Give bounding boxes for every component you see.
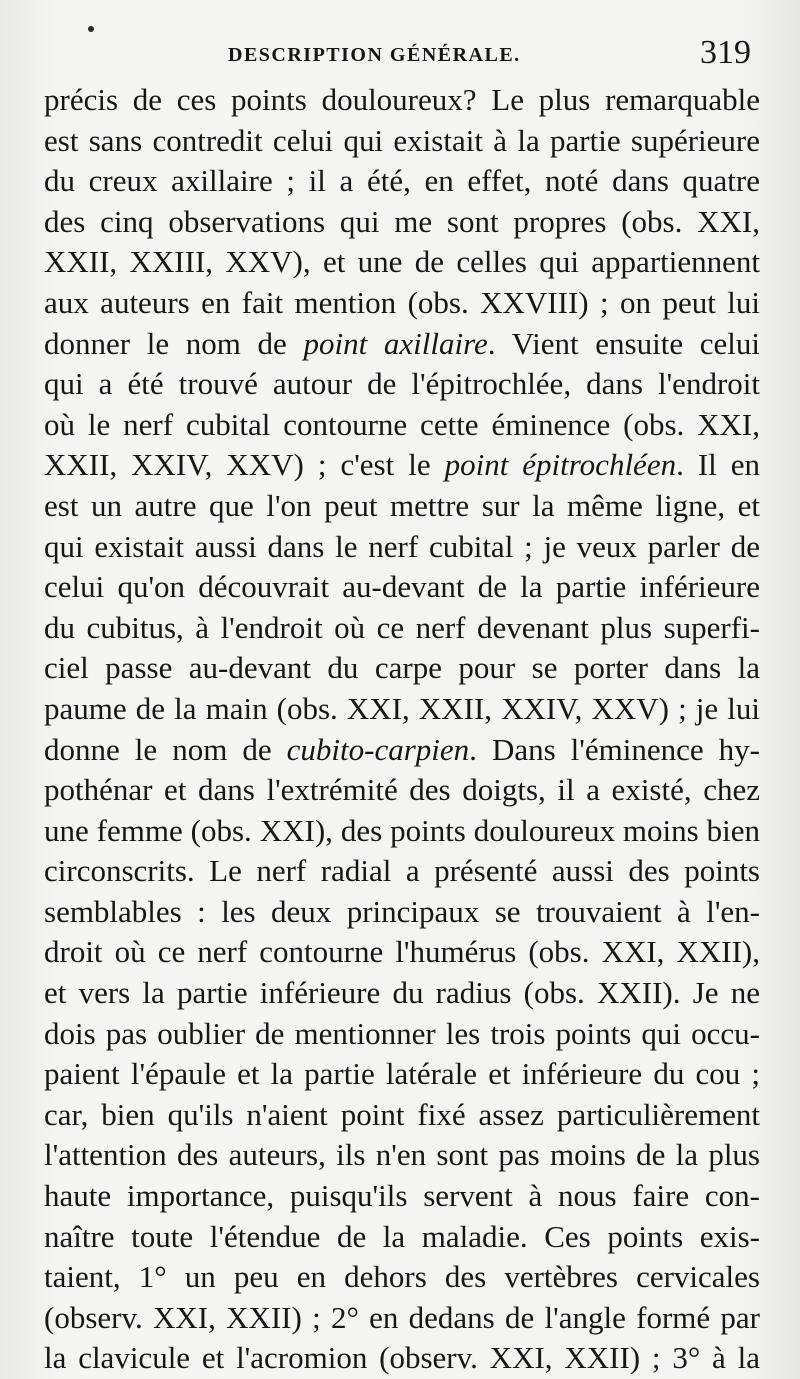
- text-line: [44, 527, 760, 568]
- text-line: [44, 567, 760, 608]
- text-line: [44, 445, 760, 486]
- running-head: DESCRIPTION GÉNÉRALE.: [228, 44, 521, 66]
- text-segment: est sans contredit celui qui existait à la partie supérieure: [44, 122, 760, 158]
- text-segment: naître toute l'étendue de la maladie. Ces points exis-: [44, 1218, 760, 1254]
- text-segment: précis de ces points douloureux? Le plus remarquable: [44, 82, 760, 117]
- text-segment: l'attention des auteurs, ils n'en sont pas moins de la plus: [44, 1137, 760, 1173]
- text-segment: des cinq observations qui me sont propres (obs. XXI,: [44, 203, 760, 239]
- body-text: [44, 80, 760, 1379]
- text-line: [44, 161, 760, 202]
- text-line: [44, 648, 760, 689]
- text-line: [44, 730, 760, 771]
- text-segment: . Dans l'éminence hy-: [469, 731, 760, 767]
- text-segment: taient, 1° un peu en dehors des vertèbres cervicales: [44, 1259, 760, 1295]
- text-segment: droit où ce nerf contourne l'humérus (obs. XXI, XXII),: [44, 934, 760, 970]
- text-line: [44, 892, 760, 933]
- text-segment: (observ. XXI, XXII) ; 2° en dedans de l'angle formé par: [44, 1299, 760, 1335]
- text-segment: car, bien qu'ils n'aient point fixé assez particulièrement: [44, 1096, 760, 1132]
- text-segment: . Il en: [676, 447, 760, 483]
- text-line: [44, 405, 760, 446]
- text-line: [44, 80, 760, 121]
- ink-dot: [88, 26, 94, 32]
- text-line: [44, 1095, 760, 1136]
- text-line: [44, 1135, 760, 1176]
- text-line: [44, 121, 760, 162]
- text-line: [44, 1176, 760, 1217]
- text-segment: . Vient ensuite celui: [487, 325, 760, 361]
- text-line: [44, 324, 760, 365]
- text-line: [44, 1014, 760, 1055]
- text-line: [44, 283, 760, 324]
- text-line: [44, 811, 760, 852]
- page-number: 319: [700, 34, 751, 71]
- text-line: [44, 1217, 760, 1258]
- italic-term: point axillaire: [303, 325, 488, 361]
- text-segment: circonscrits. Le nerf radial a présenté aussi des points: [44, 853, 760, 889]
- text-segment: donne le nom de: [44, 731, 287, 767]
- text-segment: est un autre que l'on peut mettre sur la même ligne, et: [44, 487, 760, 523]
- text-segment: XXII, XXIII, XXV), et une de celles qui appartiennent: [44, 244, 760, 280]
- text-segment: où le nerf cubital contourne cette éminence (obs. XXI,: [44, 406, 760, 442]
- text-segment: la clavicule et l'acromion (observ. XXI, XXII) ; 3° à la: [44, 1340, 760, 1376]
- text-line: [44, 364, 760, 405]
- text-line: [44, 932, 760, 973]
- text-line: [44, 770, 760, 811]
- text-segment: celui qu'on découvrait au-devant de la partie inférieure: [44, 569, 760, 605]
- text-segment: semblables : les deux principaux se trouvaient à l'en-: [44, 893, 760, 929]
- italic-term: point épitrochléen: [444, 447, 677, 483]
- text-segment: qui existait aussi dans le nerf cubital ; je veux parler de: [44, 528, 760, 564]
- italic-term: cubito-carpien: [286, 731, 470, 767]
- text-line: [44, 486, 760, 527]
- text-line: [44, 202, 760, 243]
- text-line: [44, 1257, 760, 1298]
- text-line: [44, 1054, 760, 1095]
- text-line: [44, 608, 760, 649]
- text-line: [44, 1298, 760, 1339]
- text-segment: XXII, XXIV, XXV) ; c'est le: [44, 447, 445, 483]
- text-segment: donner le nom de: [44, 325, 304, 361]
- text-segment: du cubitus, à l'endroit où ce nerf devenant plus superfi-: [44, 609, 760, 645]
- text-line: [44, 973, 760, 1014]
- text-segment: haute importance, puisqu'ils servent à nous faire con-: [44, 1178, 760, 1214]
- text-segment: et vers la partie inférieure du radius (obs. XXII). Je ne: [44, 975, 760, 1011]
- text-segment: paient l'épaule et la partie latérale et inférieure du cou ;: [44, 1056, 760, 1092]
- text-segment: du creux axillaire ; il a été, en effet, noté dans quatre: [44, 163, 760, 199]
- text-line: [44, 1338, 760, 1379]
- text-segment: paume de la main (obs. XXI, XXII, XXIV, XXV) ; je lui: [44, 690, 760, 726]
- text-line: [44, 689, 760, 730]
- text-line: [44, 242, 760, 283]
- text-segment: aux auteurs en fait mention (obs. XXVIII) ; on peut lui: [44, 284, 760, 320]
- text-segment: qui a été trouvé autour de l'épitrochlée, dans l'endroit: [44, 366, 760, 402]
- text-segment: pothénar et dans l'extrémité des doigts, il a existé, chez: [44, 772, 760, 808]
- text-segment: dois pas oublier de mentionner les trois points qui occu-: [44, 1015, 760, 1051]
- text-segment: ciel passe au-devant du carpe pour se porter dans la: [44, 650, 760, 686]
- text-segment: une femme (obs. XXI), des points douloureux moins bien: [44, 812, 760, 848]
- text-line: [44, 851, 760, 892]
